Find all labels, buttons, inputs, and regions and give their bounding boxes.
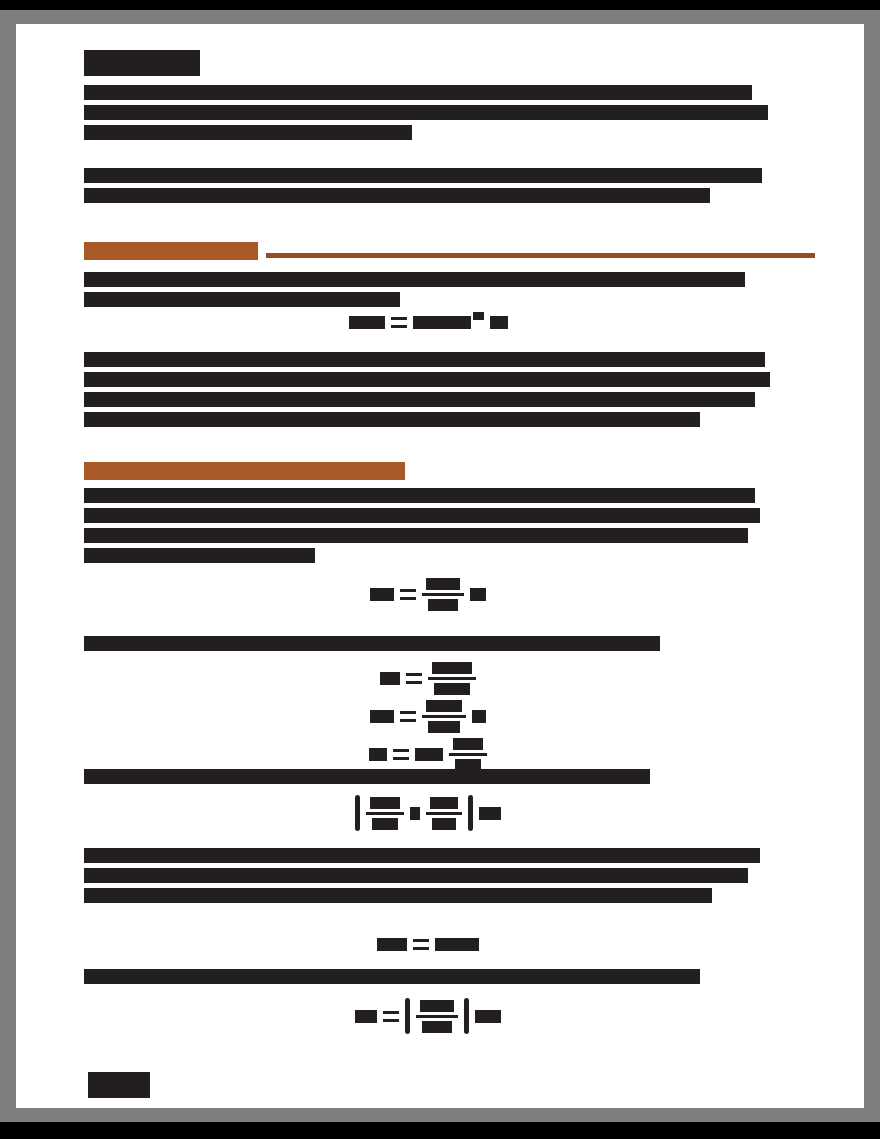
fraction-bar <box>422 715 466 718</box>
redacted-heading <box>84 462 405 480</box>
fraction-bar <box>449 753 487 756</box>
block-formula <box>84 316 772 329</box>
redacted-text-line <box>84 168 762 183</box>
fraction-bar <box>416 1015 458 1018</box>
redacted-text-line <box>84 488 755 503</box>
formula-symbol <box>355 1010 377 1023</box>
redacted-text-line <box>84 969 700 984</box>
redacted-heading <box>84 242 258 260</box>
formula-symbol <box>349 316 385 329</box>
block-paragraph <box>84 848 772 908</box>
formula-symbol <box>369 748 387 761</box>
formula-row <box>370 700 486 733</box>
block-paragraph <box>84 85 772 145</box>
fraction-numerator <box>432 662 472 674</box>
fraction <box>426 797 462 830</box>
redacted-text-line <box>84 372 770 387</box>
parenthesis <box>464 998 469 1034</box>
equals-sign <box>400 589 416 600</box>
heading-rule <box>266 253 815 258</box>
formula-symbol <box>472 710 486 723</box>
fraction-numerator <box>453 738 483 750</box>
redacted-text-line <box>84 85 752 100</box>
equals-sign <box>393 749 409 760</box>
redacted-text-line <box>84 508 760 523</box>
fraction-bar <box>366 812 404 815</box>
redacted-text-line <box>84 868 748 883</box>
parenthesis <box>405 998 410 1034</box>
redacted-text-line <box>84 125 412 140</box>
formula-symbol <box>415 748 443 761</box>
formula-row <box>355 998 501 1034</box>
block-formula <box>84 578 772 611</box>
redacted-text-line <box>84 272 745 287</box>
fraction-denominator <box>428 599 458 611</box>
redacted-text-line <box>84 888 712 903</box>
page-number-bar <box>88 1072 150 1098</box>
fraction-denominator <box>434 683 470 695</box>
fraction-denominator <box>422 1021 452 1033</box>
fraction-numerator <box>426 700 462 712</box>
equals-sign <box>406 673 422 684</box>
fraction <box>366 797 404 830</box>
fraction-denominator <box>432 818 456 830</box>
block-formula-stack <box>84 662 772 771</box>
fraction-numerator <box>370 797 400 809</box>
block-paragraph <box>84 769 772 789</box>
section-label-bar <box>84 50 200 76</box>
redacted-text-line <box>84 528 748 543</box>
formula-row <box>369 738 487 771</box>
block-heading <box>84 242 815 260</box>
fraction <box>422 700 466 733</box>
formula-symbol <box>475 1010 501 1023</box>
fraction-denominator <box>372 818 398 830</box>
formula-symbol <box>410 807 420 820</box>
formula-symbol <box>370 588 394 601</box>
redacted-text-line <box>84 188 710 203</box>
fraction <box>416 1000 458 1033</box>
redacted-text-line <box>84 412 700 427</box>
fraction-bar <box>422 593 464 596</box>
fraction-numerator <box>426 578 460 590</box>
redacted-text-line <box>84 105 768 120</box>
formula-symbol <box>380 672 400 685</box>
parenthesis <box>355 795 360 831</box>
redacted-text-line <box>84 292 400 307</box>
fraction-numerator <box>420 1000 454 1012</box>
block-formula <box>84 795 772 831</box>
block-paragraph <box>84 636 772 656</box>
formula-superscript <box>473 312 484 320</box>
block-formula <box>84 938 772 951</box>
block-paragraph <box>84 352 772 432</box>
fraction <box>449 738 487 771</box>
block-paragraph <box>84 272 772 312</box>
fraction-bar <box>426 812 462 815</box>
block-heading <box>84 462 405 480</box>
formula-symbol <box>435 938 479 951</box>
block-paragraph <box>84 168 772 208</box>
redacted-text-line <box>84 352 765 367</box>
formula-symbol <box>413 316 471 329</box>
formula-symbol <box>377 938 407 951</box>
redacted-text-line <box>84 769 650 784</box>
block-paragraph <box>84 969 772 989</box>
fraction-bar <box>428 677 476 680</box>
equals-sign <box>383 1011 399 1022</box>
fraction-denominator <box>428 721 460 733</box>
redacted-text-line <box>84 848 760 863</box>
block-kicker <box>84 50 200 76</box>
equals-sign <box>413 939 429 950</box>
formula-symbol <box>490 316 508 329</box>
formula-row <box>380 662 476 695</box>
redacted-text-line <box>84 392 755 407</box>
formula-symbol <box>479 807 501 820</box>
formula-symbol <box>470 588 486 601</box>
parenthesis <box>468 795 473 831</box>
formula-row <box>349 316 508 329</box>
formula-row <box>355 795 501 831</box>
formula-row <box>370 578 486 611</box>
equals-sign <box>400 711 416 722</box>
formula-row <box>377 938 479 951</box>
fraction-numerator <box>430 797 458 809</box>
block-formula <box>84 998 772 1034</box>
fraction <box>422 578 464 611</box>
block-paragraph <box>84 488 772 568</box>
block-pagenumber <box>88 1072 150 1098</box>
redacted-text-line <box>84 548 315 563</box>
equals-sign <box>391 317 407 328</box>
fraction <box>428 662 476 695</box>
formula-symbol <box>370 710 394 723</box>
redacted-text-line <box>84 636 660 651</box>
formula-stack <box>369 662 487 771</box>
